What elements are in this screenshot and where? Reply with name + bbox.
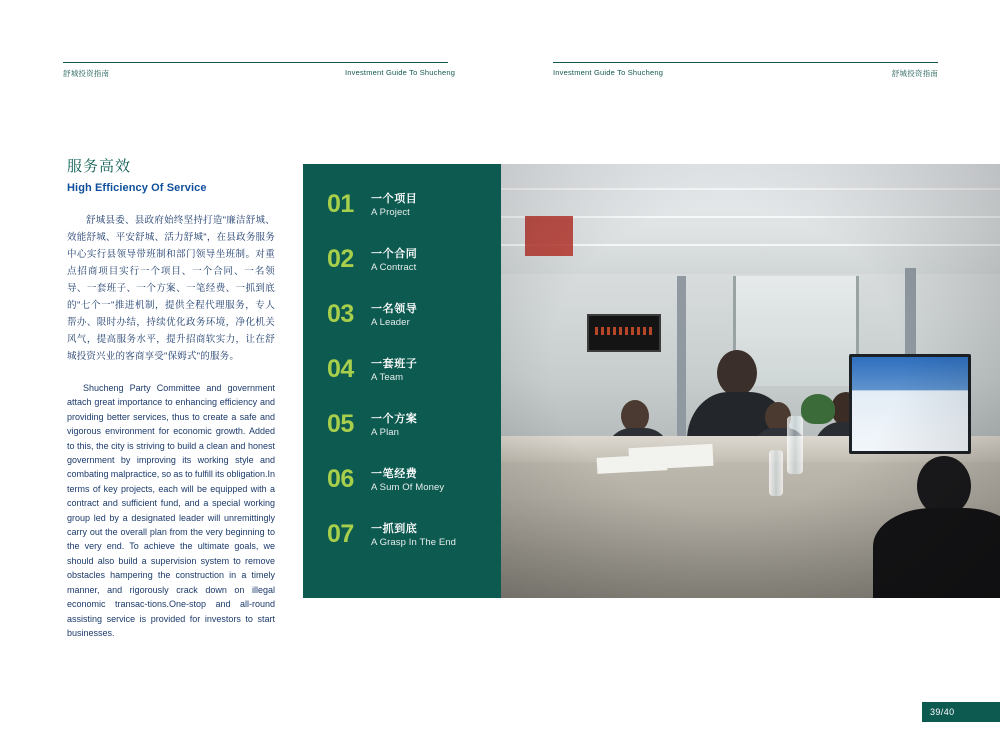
panel-item-number: 02 <box>327 245 354 273</box>
panel-item-label-cn: 一名领导 <box>371 303 418 315</box>
panel-item-label-cn: 一个方案 <box>371 413 418 425</box>
panel-item-number: 01 <box>327 190 354 218</box>
panel-item <box>327 246 501 301</box>
panel-item-texts <box>371 301 417 330</box>
panel-item-label-cn: 一个合同 <box>371 248 418 260</box>
header-right-title-cn: 舒城投资指南 <box>891 69 938 78</box>
body-paragraph-en: Shucheng Party Committee and government attach great importance to enhancing efficiency and providing better services, thus to create a safe and vigorous environment for economic growth. Added to this, the city is striving to build a clean and honest government by improving its working style and combating malpractice, so as to fulfill its obligation.In terms of key projects, each will be equipped with a contract and sufficient fund, and a special working group led by a designated leader will unremittingly carry out the overall plan from the very beginning to the very end. To achieve the ultimate goals, we should also build a supervision system to remove obstacles hampering the construction in a timely manner, and rigorously crack down on illegal economic transac-tions.One-stop and all-round assisting service is provided for investors to start businesses. <box>67 383 275 638</box>
panel-item-number: 03 <box>327 300 354 328</box>
panel-item <box>327 301 501 356</box>
panel-item-label-en: A Team <box>371 372 404 383</box>
panel-item-label-en: A Leader <box>371 317 410 328</box>
panel-item-label-en: A Sum Of Money <box>371 482 445 493</box>
panel-item-number: 05 <box>327 410 354 438</box>
panel-item <box>327 356 501 411</box>
panel-item-texts <box>371 466 444 495</box>
header-rule-right <box>553 62 938 63</box>
header-left-title-cn: 舒城投资指南 <box>63 69 110 78</box>
panel-item-label-cn: 一抓到底 <box>371 523 418 535</box>
seven-ones-panel <box>303 164 501 598</box>
panel-item-label-en: A Grasp In The End <box>371 537 457 548</box>
article-text-column <box>67 155 275 640</box>
panel-item-label-en: A Contract <box>371 262 417 273</box>
panel-item-number: 07 <box>327 520 354 548</box>
service-hall-photo <box>501 164 1000 598</box>
panel-item <box>327 411 501 466</box>
panel-item-number: 04 <box>327 355 354 383</box>
page-title-cn: 服务高效 <box>67 158 132 175</box>
panel-item <box>327 521 501 576</box>
body-paragraph-cn: 舒城县委、县政府始终坚持打造"廉洁舒城、效能舒城、平安舒城、活力舒城"，在县政务服务中心实行县领导带班制和部门领导坐班制。对重点招商项目实行一个项目、一个合同、一名领导、一套班子、一个方案、一笔经费、一抓到底的"七个一"推进机制，提供全程代理服务，专人帮办、限时办结，持续优化政务环境，净化机关风气，提高服务水平，提升招商软实力，让在舒城投资兴业的客商享受"保姆式"的服务。 <box>67 215 275 362</box>
panel-item-number: 06 <box>327 465 354 493</box>
panel-item-label-cn: 一套班子 <box>371 358 418 370</box>
panel-item-texts <box>371 411 417 440</box>
panel-item-texts <box>371 191 417 220</box>
panel-item-label-en: A Project <box>371 207 410 218</box>
panel-item-texts <box>371 246 417 275</box>
panel-item-label-cn: 一笔经费 <box>371 468 418 480</box>
panel-item <box>327 191 501 246</box>
header-right-title-en: Investment Guide To Shucheng <box>553 68 664 77</box>
panel-item-label-en: A Plan <box>371 427 400 438</box>
panel-item-label-cn: 一个项目 <box>371 193 418 205</box>
figure-block <box>303 164 1000 598</box>
panel-item <box>327 466 501 521</box>
panel-item-texts <box>371 356 417 385</box>
page-number-badge: 39/40 <box>922 702 1000 722</box>
photo-vignette <box>501 164 1000 598</box>
header-left-title-en: Investment Guide To Shucheng <box>345 68 456 77</box>
panel-item-texts <box>371 521 456 550</box>
page-title-en: High Efficiency Of Service <box>67 182 207 194</box>
header-rule-left <box>63 62 448 63</box>
